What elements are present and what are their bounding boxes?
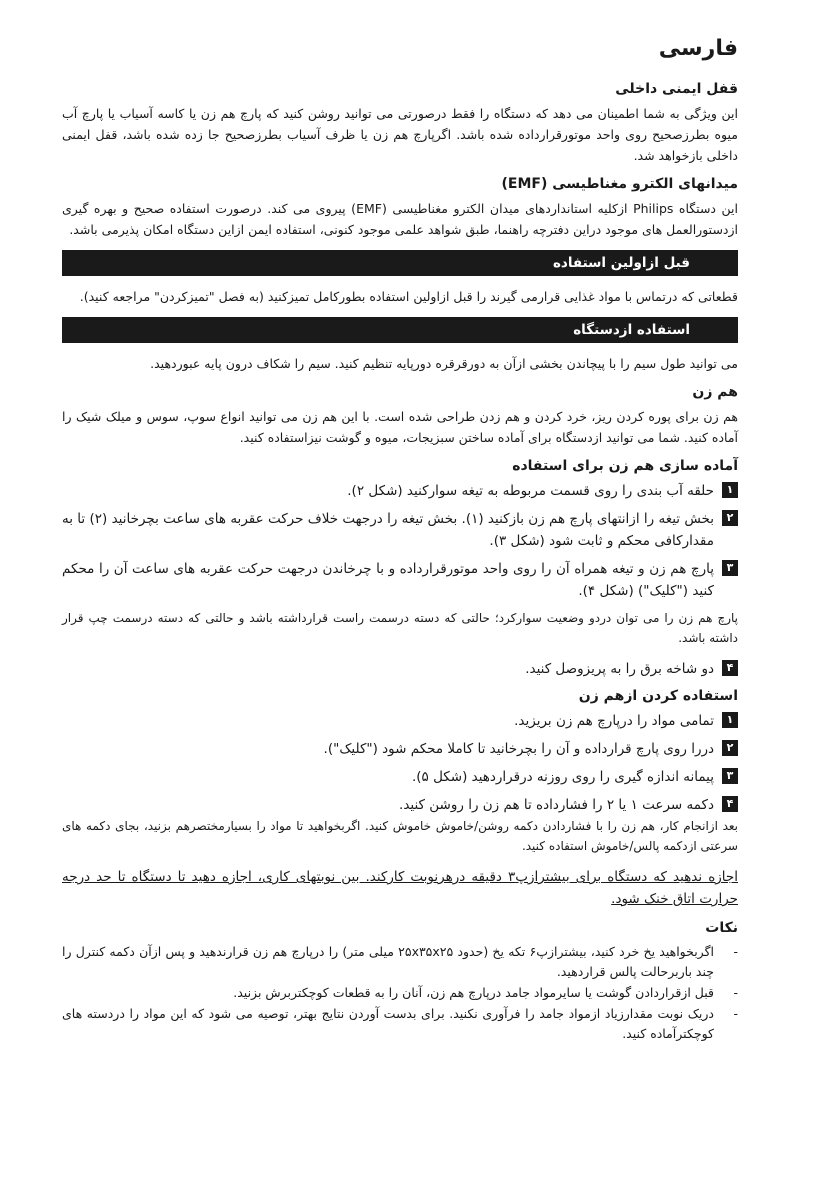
step-number-badge: ۱: [722, 712, 738, 728]
step-text: بخش تیغه را ازانتهای پارچ هم زن بازکنید (۱). بخش تیغه را درجهت خلاف حرکت عقربه های ساعت بچرخانید (۲) تا به مقدارکافی محکم و ثابت شود (شکل ۳).: [62, 511, 715, 549]
step-number-badge: ۲: [722, 740, 738, 756]
usage-warning: اجازه ندهید که دستگاه برای بیشترازپ۳ دقیقه درهرنوبت کارکند. بین نوبتهای کاری، اجازه دهید تا دستگاه تا حد درجه حرارت اتاق خنک شود.: [62, 869, 738, 907]
safety-lock-text: این ویژگی به شما اطمینان می دهد که دستگاه را فقط درصورتی می توانید روشن کنید که پارچ هم زن یا کاسه آسیاب یا پارچ آب میوه بطرزصحیح روی واحد موتورقرارداده شده باشد. اگرپارچ هم زن یا ظرف آسیاب بطرزصحیح جا زده شده باشد، قفل ایمنی داخلی بازخواهد شد.: [62, 106, 738, 163]
step-text: دو شاخه برق را به پریزوصل کنید.: [525, 661, 714, 677]
step-number-badge: ۴: [722, 796, 738, 812]
step-text: دکمه سرعت ۱ یا ۲ را فشارداده تا هم زن را روشن کنید.: [399, 797, 714, 813]
tip-text: قبل ازقراردادن گوشت یا سایرمواد جامد درپارچ هم زن، آنان را به قطعات کوچکتربرش بزنید.: [233, 985, 714, 1000]
using-appliance-text: می توانید طول سیم را با پیچاندن بخشی ازآن به دورقرقره دورپایه تنظیم کنید. سیم را شکاف درون پایه عبوردهید.: [150, 356, 738, 371]
emf-heading: میدانهای الکترو مغناطیسی (EMF): [501, 176, 738, 192]
step-number-badge: ۳: [722, 560, 738, 576]
use-note: بعد ازانجام کار، هم زن را با فشاردادن دکمه روشن/خاموش خاموش کنید. اگربخواهید تا مواد را بسیارمختصرهم بزنید، بجای دکمه های سرعتی ازدکمه پالس/خاموش استفاده کنید.: [62, 819, 738, 853]
prep-step-3: [62, 558, 738, 602]
use-step-3: [62, 766, 738, 788]
use-step-2: [62, 738, 738, 760]
step-text: پارچ هم زن و تیغه همراه آن را روی واحد موتورقرارداده و با چرخاندن درجهت حرکت عقربه های ساعت آن را محکم کنید ("کلیک") (شکل ۴).: [62, 561, 714, 599]
tip-text: دریک نوبت مقدارزیاد ازمواد جامد را فرآوری نکنید. برای بدست آوردن نتایج بهتر، توصیه می شود که این مواد را دردسته های کوچکترآماده کنید.: [62, 1006, 714, 1041]
tips-heading: نکات: [705, 920, 738, 936]
prep-note: پارچ هم زن را می توان دردو وضعیت سوارکرد؛ حالتی که دسته درسمت راست قرارداشته باشد و حالتی که دسته درسمت چپ قرار داشته باشد.: [62, 611, 738, 645]
step-number-badge: ۱: [722, 482, 738, 498]
step-text: پیمانه اندازه گیری را روی روزنه درقراردهید (شکل ۵).: [411, 769, 714, 785]
preparing-heading: آماده سازی هم زن برای استفاده: [512, 458, 738, 474]
use-step-1: [62, 710, 738, 732]
prep-step-4: [62, 658, 738, 680]
step-text: حلقه آب بندی را روی قسمت مربوطه به تیغه سوارکنید (شکل ۲).: [347, 483, 714, 499]
step-text: تمامی مواد را درپارچ هم زن بریزید.: [514, 713, 714, 729]
blender-heading: هم زن: [692, 384, 738, 400]
prep-step-2: [62, 508, 738, 552]
before-first-use-text: قطعاتی که درتماس با مواد غذایی قرارمی گیرند را قبل ازاولین استفاده بطورکامل تمیزکنید (به فصل "تمیزکردن" مراجعه کنید).: [79, 289, 738, 304]
manual-page: [62, 36, 738, 1045]
tips-list: [62, 942, 738, 1044]
tip-item: [62, 983, 738, 1003]
bullet-dash: -: [733, 985, 738, 1000]
language-title: فارسی: [658, 36, 738, 61]
prep-step-1: [62, 480, 738, 502]
using-appliance-heading: استفاده ازدستگاه: [62, 317, 738, 343]
before-first-use-heading: قبل ازاولین استفاده: [62, 250, 738, 276]
step-text: دررا روی پارچ قرارداده و آن را بچرخانید تا کاملا محکم شود ("کلیک").: [323, 741, 714, 757]
use-step-4: [62, 794, 738, 816]
tip-text: اگربخواهید یخ خرد کنید، بیشترازپ۶ تکه یخ (حدود ۲۵x۳۵x۲۵ میلی متر) را درپارچ هم زن قرارندهید و پس ازآن دکمه کنترل را چند باربرحالت پالس قراردهید.: [62, 944, 714, 979]
tip-item: [62, 1004, 738, 1044]
using-blender-heading: استفاده کردن ازهم زن: [578, 688, 738, 704]
step-number-badge: ۳: [722, 768, 738, 784]
blender-text: هم زن برای پوره کردن ریز، خرد کردن و هم زدن طراحی شده است. با این هم زن می توانید انواع سوپ، سوس و میلک شیک را آماده کنید. شما می توانید ازدستگاه برای آماده ساختن سبزیجات، میوه و گوشت نیزاستفاده کنید.: [62, 409, 738, 445]
emf-text: این دستگاه Philips ازکلیه استانداردهای میدان الکترو مغناطیسی (EMF) پیروی می کند. درصورت استفاده صحیح و بهره گیری ازدستورالعمل های موجود دراین دفترچه راهنما، طبق شواهد علمی موجود کنونی، استفاده ایمن ازاین دستگاه امکان پذیرمی باشد.: [62, 201, 738, 237]
bullet-dash: -: [733, 1006, 738, 1021]
safety-lock-heading: قفل ایمنی داخلی: [615, 81, 738, 97]
step-number-badge: ۴: [722, 660, 738, 676]
step-number-badge: ۲: [722, 510, 738, 526]
bullet-dash: -: [733, 944, 738, 959]
tip-item: [62, 942, 738, 982]
